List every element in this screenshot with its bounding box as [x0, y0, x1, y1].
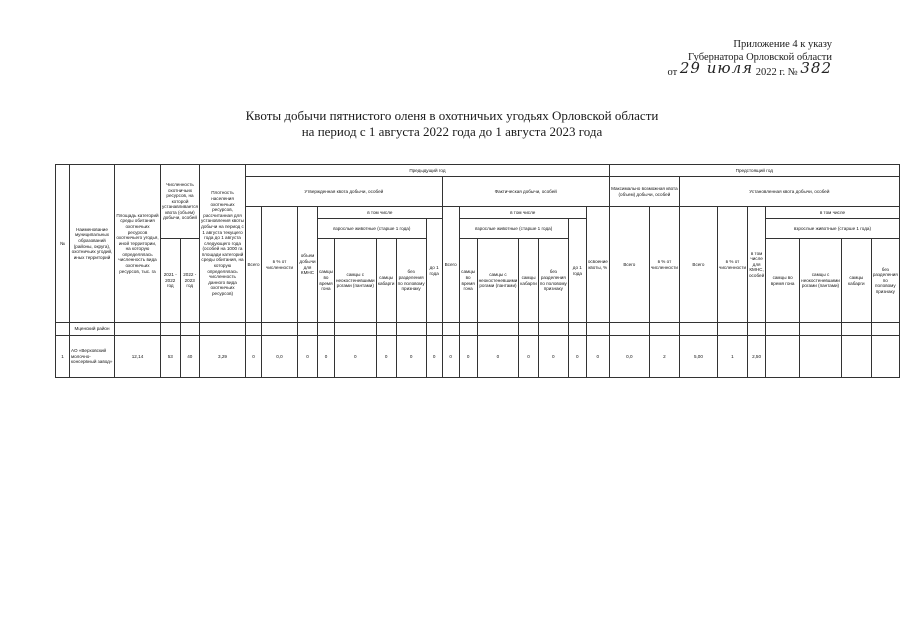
header-approved-including: в том числе: [318, 207, 443, 219]
header-max-pct: в % от численности: [649, 207, 679, 323]
cell: 0: [396, 336, 426, 378]
cell: [586, 323, 609, 336]
header-approved-adults: взрослые животные (старше 1 года): [318, 219, 427, 239]
cell: [318, 323, 335, 336]
header-actual-total: Всего: [442, 207, 459, 323]
table-row: [56, 323, 900, 336]
appendix-year: 2022 г. №: [755, 67, 798, 78]
cell: [161, 323, 181, 336]
appendix-line2: Губернатора Орловской области: [687, 52, 832, 63]
cell: [841, 336, 871, 378]
quota-table: [55, 164, 900, 378]
cell: [246, 323, 262, 336]
cell: [519, 323, 539, 336]
header-approved-males-velvet: самцы с неокостеневшими рогами (пантами): [334, 239, 376, 323]
cell: [459, 323, 477, 336]
header-approved-males-rut: самцы во время гона: [318, 239, 335, 323]
header-set-including: в том числе: [766, 207, 900, 219]
cell: 0: [334, 336, 376, 378]
appendix-block: [668, 38, 832, 79]
header-actual-including: в том числе: [459, 207, 586, 219]
header-set-total: Всего: [679, 207, 717, 323]
cell: [841, 323, 871, 336]
cell: [568, 323, 586, 336]
header-population: Численность охотничьих ресурсов, на которой устанавливается квота (объем) добычи, особей: [161, 165, 200, 239]
cell-max-pct: 5,00: [679, 336, 717, 378]
cell: [538, 323, 568, 336]
cell-pct-used: 0,0: [609, 336, 649, 378]
handwritten-number: 382: [800, 59, 832, 77]
title-line2: на период с 1 августа 2022 года до 1 августа 2023 года: [301, 124, 603, 139]
header-max-total: Всего: [609, 207, 649, 323]
header-actual-harvest: Фактическая добычи, особей: [442, 177, 609, 207]
cell: [649, 323, 679, 336]
cell: [334, 323, 376, 336]
header-num: №: [56, 165, 70, 323]
header-approved-nosex: без разделения по половому признаку: [396, 239, 426, 323]
cell: 0: [586, 336, 609, 378]
document-title: [0, 108, 904, 140]
cell-pop-2022: 40: [180, 336, 200, 378]
header-set-musk: самцы кабарги: [841, 239, 871, 323]
cell: [298, 323, 318, 336]
cell: [376, 323, 396, 336]
cell: [717, 323, 747, 336]
header-year2: 2022 - 2023 год: [180, 239, 200, 323]
header-prev-year: Предыдущий год: [246, 165, 610, 177]
header-set-quota: Установленная квота добычи, особей: [679, 177, 899, 207]
cell: 0: [246, 336, 262, 378]
cell: [115, 323, 161, 336]
cell-max-total: 2: [649, 336, 679, 378]
cell: 0: [442, 336, 459, 378]
header-density: Плотность населения охотничьих ресурсов, рассчитанная для установления квоты добычи на период с 1 августа текущего года до 1 августа следующего года (особей на 1000 га площади категорий среды обитания, на которую определялась численность данного вида охотничьих ресурсов): [200, 165, 246, 323]
header-set-nosex: без разделения по половому признаку: [871, 239, 899, 323]
cell-set-pct: 2,50: [748, 336, 766, 378]
header-next-year: Предстоящий год: [609, 165, 899, 177]
cell: [442, 323, 459, 336]
handwritten-date: 29 июля: [679, 59, 754, 77]
header-approved-kmns: объем добычи для КМНС: [298, 207, 318, 323]
cell: 0: [426, 336, 442, 378]
header-max-quota: Максимально возможная квота (объем) добычи, особей: [609, 177, 679, 207]
header-set-kmns: в том числе для КМНС, особей: [748, 207, 766, 323]
cell: [180, 323, 200, 336]
cell: 0: [318, 336, 335, 378]
header-pct-used: освоение квоты, %: [586, 207, 609, 323]
cell: [800, 323, 842, 336]
cell-pop-2021: 53: [161, 336, 181, 378]
cell: [766, 336, 800, 378]
row-name: Мценский район: [70, 323, 115, 336]
row-num: [56, 323, 70, 336]
appendix-prefix: от: [667, 67, 678, 78]
cell: [871, 323, 899, 336]
table-row: [56, 336, 900, 378]
cell: [766, 323, 800, 336]
row-name: АО «Верховский молочно-консервный завод»: [70, 336, 115, 378]
cell: 0: [376, 336, 396, 378]
cell: 0: [459, 336, 477, 378]
title-line1: Квоты добычи пятнистого оленя в охотничьих угодьях Орловской области: [245, 108, 659, 123]
header-actual-males-velvet: самцы с неокостеневшими рогами (пантами): [477, 239, 519, 323]
header-actual-under1: до 1 года: [568, 219, 586, 323]
appendix-line3: [667, 59, 832, 79]
header-area: Площадь категорий среды обитания охотничьих ресурсов охотничьего угодья, иной территории, на которую определялась численность вида охотничьих ресурсов, тыс. га: [115, 165, 161, 323]
header-approved-pct: в % от численности: [262, 207, 298, 323]
header-set-males-rut: самцы во время гона: [766, 239, 800, 323]
header-approved-quota: Утвержденная квота добычи, особей: [246, 177, 443, 207]
cell: [800, 336, 842, 378]
cell: [262, 323, 298, 336]
cell: [477, 323, 519, 336]
cell: [426, 323, 442, 336]
header-actual-nosex: без разделения по половому признаку: [538, 239, 568, 323]
appendix-line1: Приложение 4 к указу: [733, 39, 832, 50]
header-approved-total: Всего: [246, 207, 262, 323]
header-name: Наименование муниципальных образований (районы, округа), охотничьих угодий, иных территорий: [70, 165, 115, 323]
header-approved-musk: самцы кабарги: [376, 239, 396, 323]
cell: [748, 323, 766, 336]
cell: 0: [477, 336, 519, 378]
cell: 0: [568, 336, 586, 378]
cell: [871, 336, 899, 378]
header-year1: 2021 - 2022 год: [161, 239, 181, 323]
cell: [200, 323, 246, 336]
cell: 0,0: [262, 336, 298, 378]
cell-set-total: 1: [717, 336, 747, 378]
cell-area: 12,14: [115, 336, 161, 378]
cell: 0: [538, 336, 568, 378]
header-set-adults: взрослые животные (старше 1 года): [766, 219, 900, 239]
header-set-pct: в % от численности: [717, 207, 747, 323]
header-actual-adults: взрослые животные (старше 1 года): [459, 219, 568, 239]
row-num: 1: [56, 336, 70, 378]
cell-density: 3,29: [200, 336, 246, 378]
cell: [396, 323, 426, 336]
cell: [609, 323, 649, 336]
header-set-males-velvet: самцы с неокостеневшими рогами (пантами): [800, 239, 842, 323]
header-actual-males-rut: самцы во время гона: [459, 239, 477, 323]
cell: 0: [298, 336, 318, 378]
header-approved-under1: до 1 года: [426, 219, 442, 323]
cell: 0: [519, 336, 539, 378]
header-actual-musk: самцы кабарги: [519, 239, 539, 323]
cell: [679, 323, 717, 336]
